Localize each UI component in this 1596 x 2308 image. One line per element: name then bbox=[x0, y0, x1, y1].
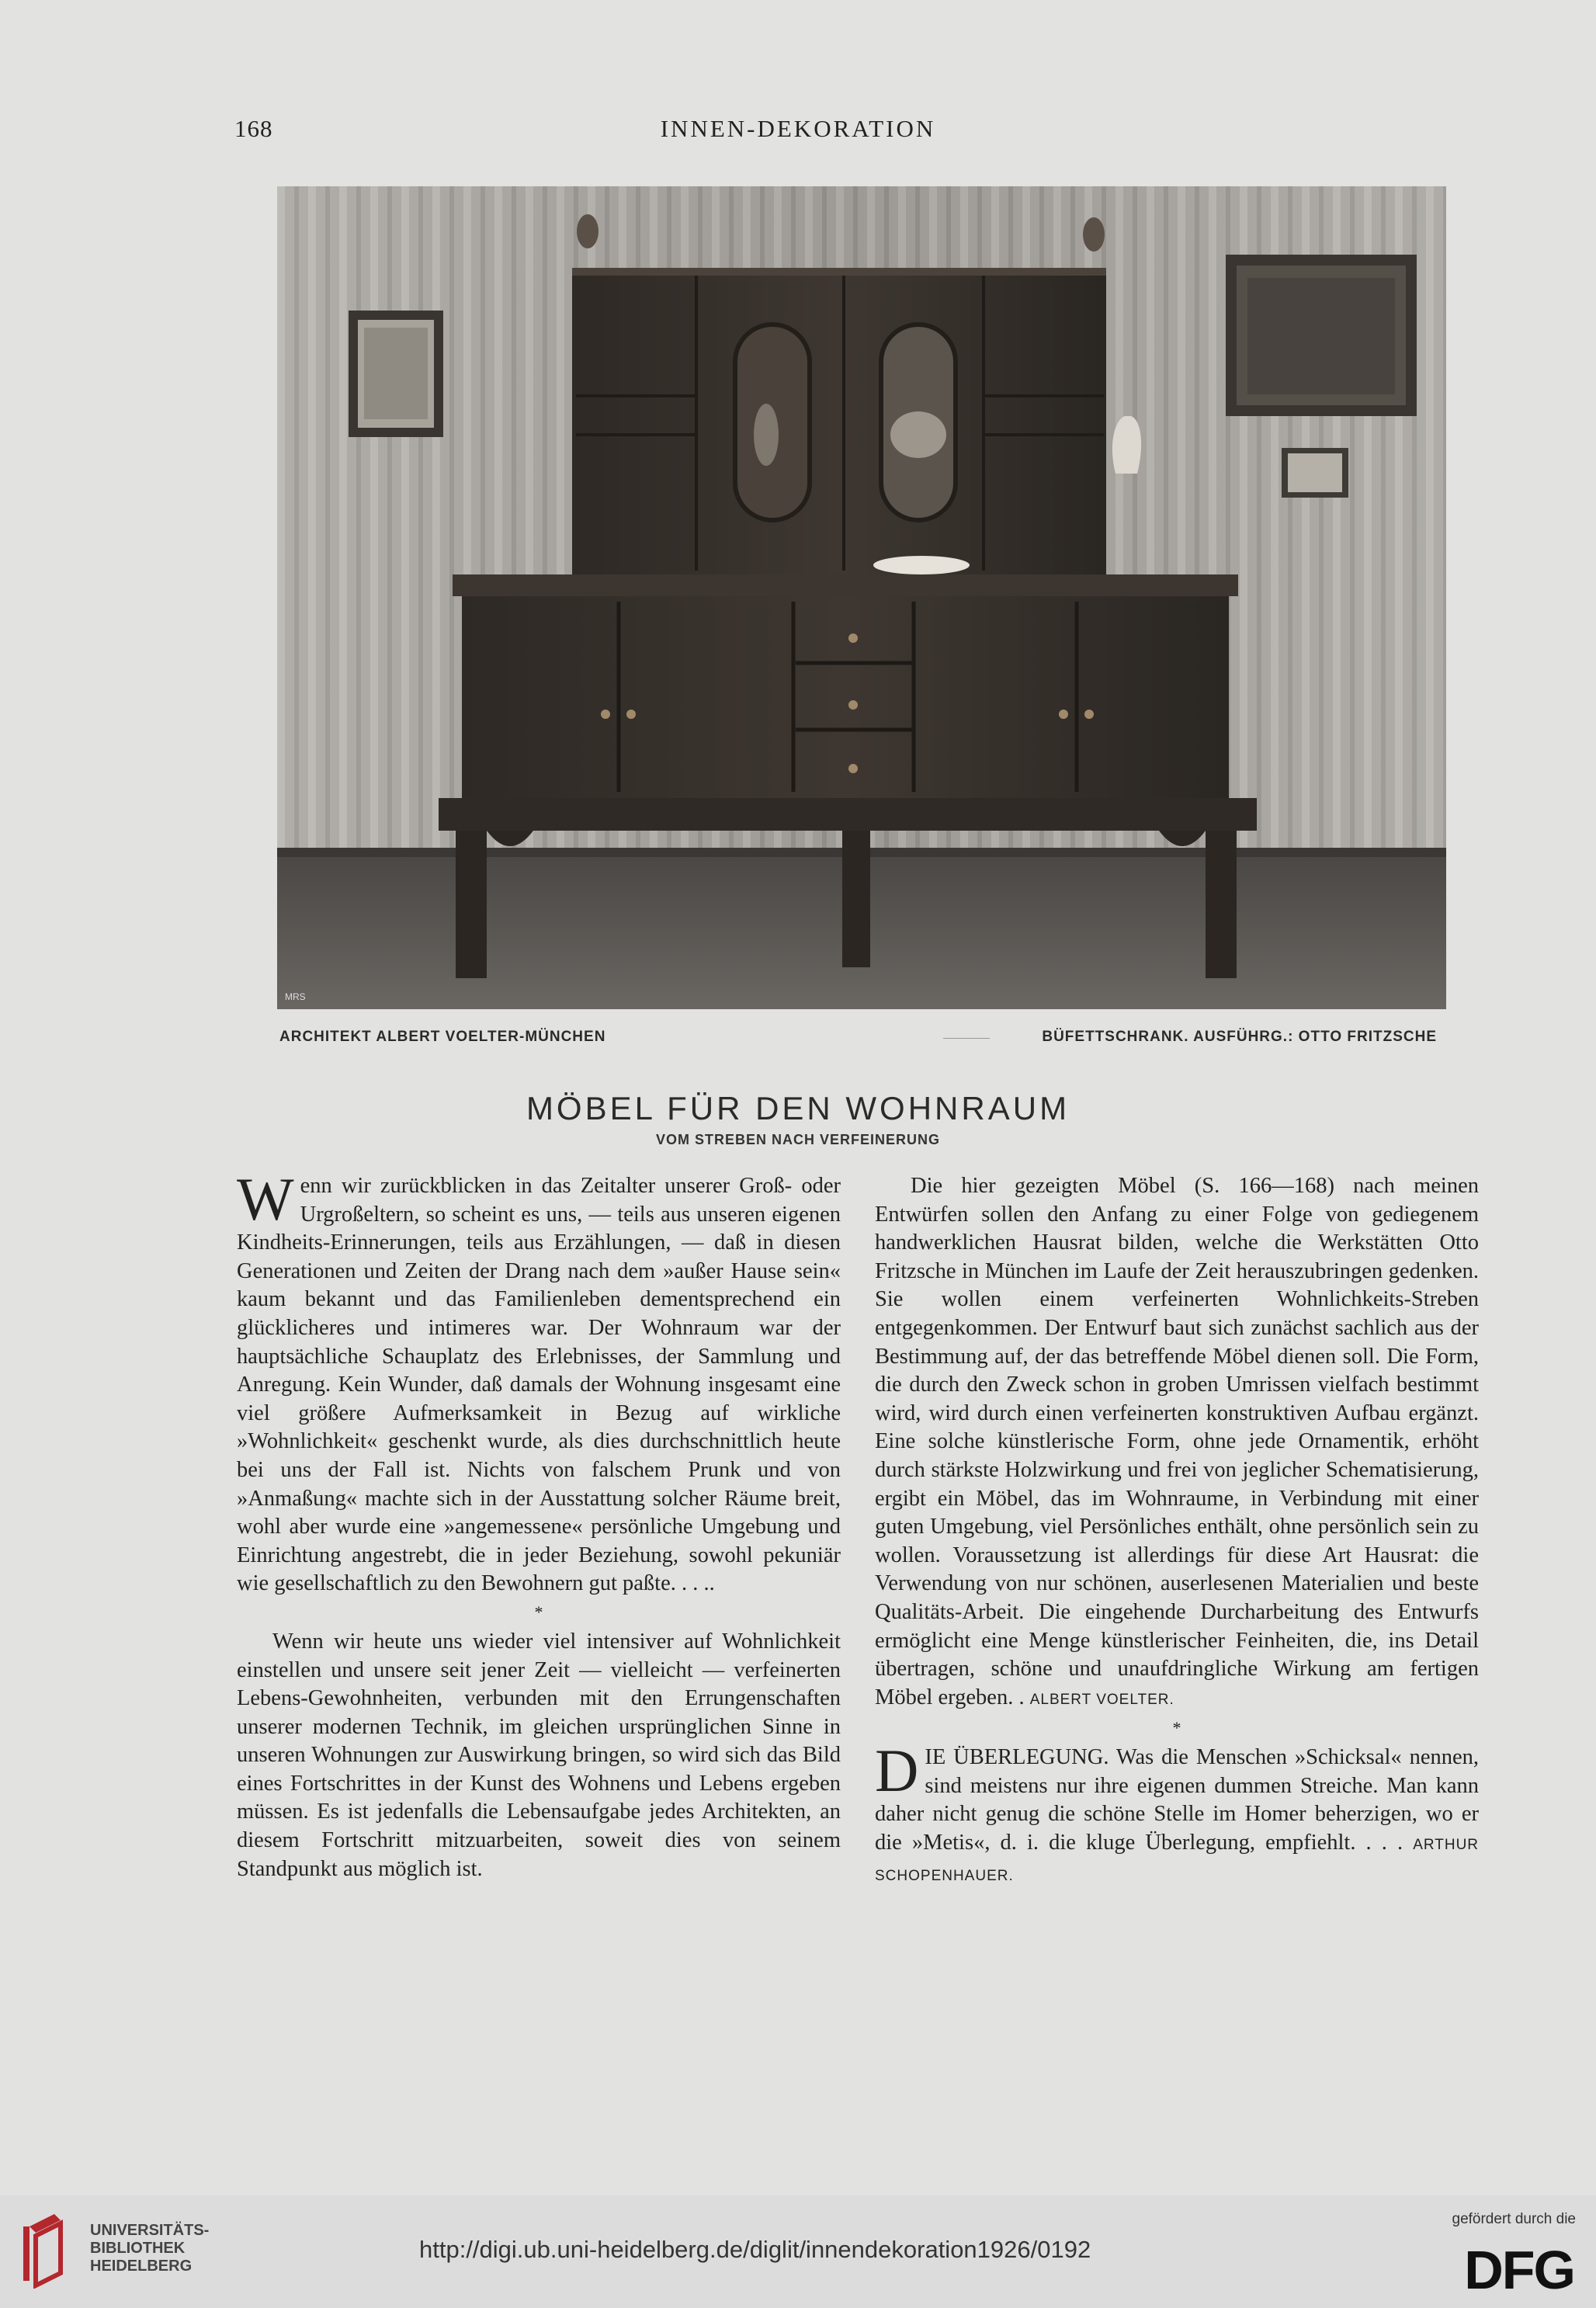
section-star-right: * bbox=[1172, 1718, 1181, 1738]
dfg-logo[interactable]: DFG bbox=[1464, 2240, 1574, 2300]
page-header bbox=[0, 115, 1596, 149]
digitization-footer bbox=[0, 2195, 1596, 2308]
library-name-line-1: UNIVERSITÄTS- bbox=[90, 2222, 210, 2239]
photo-corner-mark: MRS bbox=[285, 991, 306, 1002]
signature-schopenhauer: ARTHUR SCHOPENHAUER. bbox=[875, 1837, 1480, 1884]
left-column bbox=[237, 1165, 841, 1883]
library-name bbox=[90, 2222, 209, 2275]
signature-albert-voelter: ALBERT VOELTER. bbox=[1029, 1691, 1174, 1708]
page-number: 168 bbox=[234, 115, 273, 142]
photo-caption-object: BÜFETTSCHRANK. AUSFÜHRG.: OTTO FRITZSCHE bbox=[1042, 1029, 1437, 1045]
section-star: * bbox=[534, 1602, 543, 1622]
right-paragraph-2 bbox=[875, 1737, 1480, 1890]
photo-caption-architect: ARCHITEKT ALBERT VOELTER-MÜNCHEN bbox=[279, 1029, 606, 1045]
funded-by-text: gefördert durch die bbox=[1452, 2211, 1576, 2227]
sideboard-photograph bbox=[277, 186, 1446, 1009]
caption-divider bbox=[943, 1038, 990, 1039]
left-paragraph-1 bbox=[237, 1165, 841, 1598]
university-library-logo-icon[interactable] bbox=[16, 2211, 78, 2289]
dropcap-d: D bbox=[875, 1737, 919, 1805]
right-paragraph-2-text: IE ÜBERLEGUNG. Was die Menschen »Schicksal« nennen, sind meistens nur ihre eigenen dummen Streiche. Man kann daher nicht genug die schöne Stelle im Homer beherzigen, wo er die »Metis«, d. i. die kluge Überlegung, empfiehlt. . . . bbox=[875, 1745, 1479, 1855]
running-head: INNEN-DEKORATION bbox=[660, 115, 936, 142]
dropcap-w: W bbox=[237, 1165, 294, 1233]
left-paragraph-1-text: enn wir zurückblicken in das Zeitalter unserer Groß- oder Urgroßeltern, so scheint es uns, — teils aus unseren eigenen Kindheits-Erinnerungen, teils aus Erzählungen, — daß in diesen Generationen und Zeiten der Drang nach dem »außer Hause sein« kaum bekannt und das Familienleben dementsprechend ein glücklicheres und intimeres war. Der Wohnraum war der hauptsächliche Schauplatz des Erlebnisses, der Sammlung und Anregung. Kein Wunder, daß damals der Wohnung insgesamt eine viel größere Aufmerksamkeit in Bezug auf wirkliche »Wohnlichkeit« geschenkt wurde, als dies durchschnittlich heute bei uns der Fall ist. Nichts von falschem Prunk und von »Anmaßung« machte sich in der Ausstattung solcher Räume breit, wohl aber wurde eine »angemessene« persönliche Umgebung und Einrichtung angestrebt, die in jeder Beziehung, sowohl pekuniär wie gesellschaftlich zu den Bewohnern gut paßte. . . .. bbox=[237, 1174, 841, 1596]
article-subtitle: VOM STREBEN NACH VERFEINERUNG bbox=[655, 1132, 941, 1147]
right-paragraph-1 bbox=[875, 1172, 1479, 1714]
left-paragraph-2: Wenn wir heute uns wieder viel intensiver auf Wohnlichkeit einstellen und unsere seit jener Zeit — vielleicht — verfeinerten Lebens-Gewohnheiten, verbunden mit den Errungenschaften unserer modernen Technik, im gleichen ursprünglichen Sinne in unseren Wohnungen zur Auswirkung bringen, so wird sich das Bild eines Fortschrittes in der Kunst des Wohnens und Lebens ergeben müssen. Es ist jedenfalls die Lebensaufgabe jedes Architekten, an diesem Fortschritt mitzuarbeiten, soweit dies von seinem Standpunkt aus möglich ist. bbox=[237, 1629, 841, 1881]
library-name-line-2: BIBLIOTHEK bbox=[90, 2240, 186, 2257]
permalink-url[interactable]: http://digi.ub.uni-heidelberg.de/diglit/innendekoration1926/0192 bbox=[419, 2236, 1091, 2263]
right-paragraph-1-text: Die hier gezeigten Möbel (S. 166—168) nach meinen Entwürfen sollen den Anfang zu einer Folge von gediegenem handwerklichen Hausrat bilden, welche die Werkstätten Otto Fritzsche in München im Laufe der Zeit herauszubringen gedenken. Sie wollen einem verfeinerten Wohnlichkeits-Streben entgegenkommen. Der Entwurf baut sich zunächst sachlich aus der Bestimmung auf, der das betreffende Möbel dienen soll. Die Form, die durch den Zweck schon in groben Umrissen vielfach bestimmt wird, wird durch einen verfeinerten konstruktiven Aufbau ergänzt. Eine solche künstlerische Form, ohne jede Ornamentik, erhöht durch stärkste Holzwirkung und frei von jeglicher Schematisierung, ergibt ein Möbel, das im Wohnraume, in Verbindung mit einer guten Umgebung, viel Persönliches enthält, ohne persönlich sein zu wollen. Voraussetzung ist allerdings für diese Art Hausrat: die Verwendung von nur schönen, auserlesenen Materialien und beste Qualitäts-Arbeit. Die eingehende Durcharbeitung des Entwurfs ermöglicht eine Menge künstlerischer Feinheiten, die, ins Detail übertragen, schöne und unaufdringliche Wirkung am fertigen Möbel ergeben. . bbox=[875, 1174, 1479, 1709]
article-title: MÖBEL FÜR DEN WOHNRAUM bbox=[526, 1090, 1070, 1126]
right-column bbox=[875, 1172, 1479, 1890]
library-name-line-3: HEIDELBERG bbox=[90, 2258, 193, 2275]
